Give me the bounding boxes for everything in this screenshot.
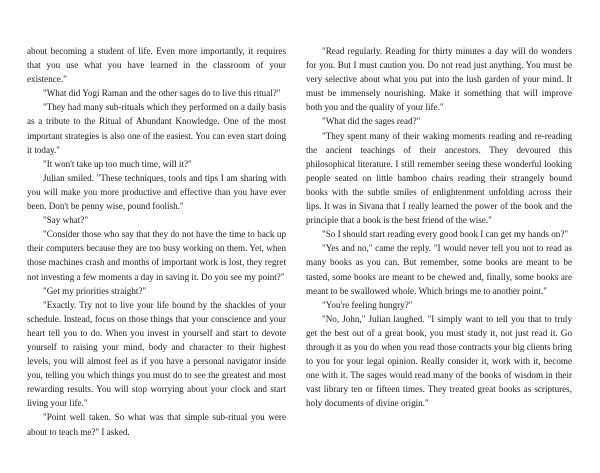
- paragraph: "Consider those who say that they do not have the time to back up their computers because they are too busy working on them. Yet, when those machines crash and months of important work is lost, they regret not investing a few moments a day in saving it. Do you see my point?": [27, 229, 286, 282]
- paragraph: "Point well taken. So what was that simple sub-ritual you were about to teach me?" I asked.: [27, 412, 286, 437]
- paragraph: "You're feeling hungry?": [322, 299, 413, 310]
- paragraph: "Read regularly. Reading for thirty minutes a day will do wonders for you. But I must caution you. Do not read just anything. You must be very selective about what you put into the lush garden of your mind. It must be immensely nourishing. Make it something that will improve both you and the quality of your life.": [306, 46, 572, 113]
- paragraph: "Exactly. Try not to live your life bound by the shackles of your schedule. Instead, focus on those things that your conscience and your heart tell you to do. When you invest in yourself and start to devote yourself to raising your mind, body and character to their highest levels, you will almost feel as if you have a personal navigator inside you, telling you which things you must do to see the greatest and most rewarding results. You will stop worrying about your clock and start living your life.": [27, 299, 286, 409]
- paragraph: "They spent many of their waking moments reading and re-reading the ancient teachings of their ancestors. They devoured this philosophical literature. I still remember seeing these wonderful looking people seated on little bamboo chairs reading their strangely bound books with the subtle smiles of enlightenment unfolding across their lips. It was in Sivana that I really learned the power of the book and the principle that a book is the best friend of the wise.": [306, 130, 572, 226]
- paragraph: "It won't take up too much time, will it?": [43, 158, 192, 169]
- right-page-text: [306, 44, 572, 410]
- paragraph: "Yes and no," came the reply. "I would never tell you not to read as many books as you can. But remember, some books are meant to be tasted, some books are meant to be chewed and, finally, some books are meant to be swallowed whole. Which brings me to another point.": [306, 243, 572, 296]
- paragraph: "What did Yogi Raman and the other sages do to live this ritual?": [43, 88, 281, 99]
- paragraph: "Get my priorities straight?": [43, 285, 147, 296]
- paragraph: "They had many sub-rituals which they performed on a daily basis as a tribute to the Ritual of Abundant Knowledge. One of the most important strategies is also one of the easiest. You can even start doing it today.": [27, 102, 286, 155]
- paragraph: "What did the sages read?": [322, 116, 421, 127]
- paragraph: "So I should start reading every good book I can get my hands on?": [322, 229, 569, 240]
- paragraph: "No, John," Julian laughed. "I simply want to tell you that to truly get the best out of a great book, you must study it, not just read it. Go through it as you do when you read those contracts your big clients bring to you for your legal opinion. Really consider it, work with it, become one with it. The sages would read many of the books of wisdom in their vast library ten or fifteen times. They treated great books as scriptures, holy documents of divine origin.": [306, 313, 572, 409]
- left-page-text: [27, 44, 286, 439]
- paragraph: about becoming a student of life. Even more importantly, it requires that you use what you have learned in the classroom of your existence.": [27, 46, 286, 85]
- paragraph: Julian smiled. "These techniques, tools and tips I am sharing with you will make you more productive and effective than you have ever been. Don't be penny wise, pound foolish.": [27, 172, 286, 212]
- paragraph: "Say what?": [43, 215, 89, 226]
